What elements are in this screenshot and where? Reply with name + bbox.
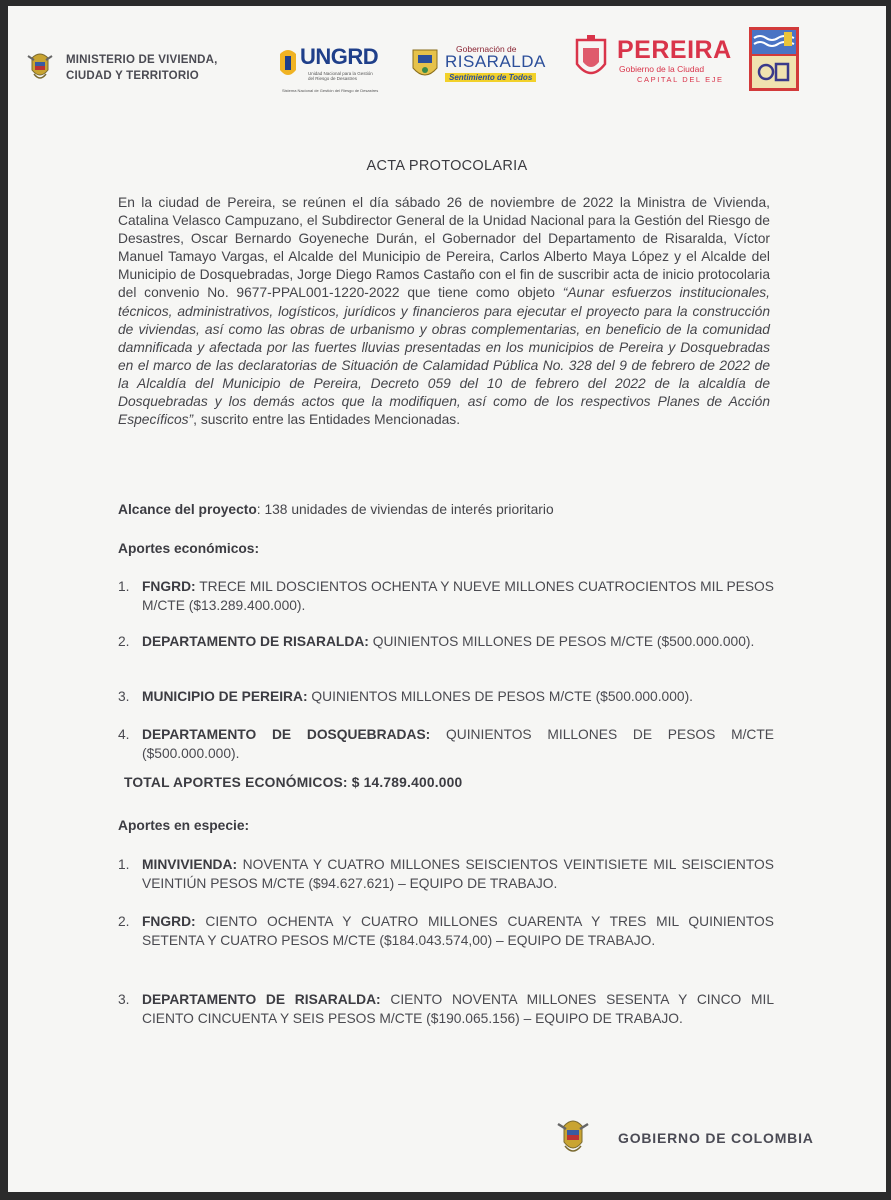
item-entity: MINVIVIENDA: bbox=[142, 857, 238, 872]
risaralda-seal-icon bbox=[410, 46, 440, 82]
document-page bbox=[8, 6, 886, 1192]
ministerio-line-1: MINISTERIO DE VIVIENDA, bbox=[66, 54, 218, 66]
pereira-line-2: Gobierno de la Ciudad bbox=[619, 64, 705, 74]
ungrd-name: UNGRD bbox=[300, 44, 379, 69]
item-number: 2. bbox=[118, 634, 130, 649]
item-number: 1. bbox=[118, 579, 130, 594]
gobernacion-risaralda-logo bbox=[408, 40, 548, 90]
intro-end-text: , suscrito entre las Entidades Mencionadas. bbox=[193, 412, 461, 428]
risaralda-slogan: Sentimiento de Todos bbox=[445, 73, 536, 82]
alcaldia-pereira-logo bbox=[573, 34, 743, 94]
item-text: QUINIENTOS MILLONES DE PESOS M/CTE ($500.000.000). bbox=[307, 689, 694, 704]
ungrd-subtitle: Unidad Nacional para la Gestión del Riesgo de Desastres bbox=[308, 71, 373, 81]
item-text: QUINIENTOS MILLONES DE PESOS M/CTE ($500.000.000). bbox=[368, 634, 755, 649]
aporte-economico-item bbox=[118, 688, 774, 707]
item-entity: DEPARTAMENTO DE DOSQUEBRADAS: bbox=[142, 727, 431, 742]
colombia-coat-of-arms-icon bbox=[556, 1116, 590, 1160]
item-number: 3. bbox=[118, 992, 130, 1007]
logo-header bbox=[8, 6, 886, 116]
pereira-emblem-icon bbox=[573, 34, 609, 84]
intro-plain-text: En la ciudad de Pereira, se reúnen el día sábado 26 de noviembre de 2022 la Ministra de Vivienda, Catalina Velasco Campuzano, el Subdirector General de la Unidad Nacional para la Gestión del Riesgo de Desastres, Oscar Bernardo Goyeneche Durán, el Gobernador del Departamento de Risaralda, Víctor Manuel Tamayo Vargas, el Alcalde del Municipio de Pereira, Carlos Alberto Maya López y el Alcalde del Municipio de Dosquebradas, Jorge Diego Ramos Castaño con el fin de suscribir acta de inicio protocolaria del convenio No. 9677-PPAL001-1220-2022 que tiene como objeto bbox=[118, 195, 770, 301]
document-title: ACTA PROTOCOLARIA bbox=[366, 158, 528, 174]
item-entity: MUNICIPIO DE PEREIRA: bbox=[142, 689, 308, 704]
ministerio-line-2: CIUDAD Y TERRITORIO bbox=[66, 70, 199, 82]
aporte-especie-item bbox=[118, 856, 774, 893]
dosquebradas-shield-icon bbox=[748, 26, 800, 92]
item-text: TRECE MIL DOSCIENTOS OCHENTA Y NUEVE MILLONES CUATROCIENTOS MIL PESOS M/CTE ($13.289.400.000). bbox=[142, 579, 774, 613]
item-text: CIENTO OCHENTA Y CUATRO MILLONES CUARENTA Y TRES MIL QUINIENTOS SETENTA Y CUATRO PESOS M/CTE ($184.043.574,00) – EQUIPO DE TRABAJO. bbox=[142, 914, 774, 948]
pereira-line-3: CAPITAL DEL EJE bbox=[637, 75, 724, 84]
item-entity: FNGRD: bbox=[142, 579, 196, 594]
gobierno-colombia-text: GOBIERNO DE COLOMBIA bbox=[618, 1130, 814, 1146]
item-number: 4. bbox=[118, 727, 130, 742]
item-number: 3. bbox=[118, 689, 130, 704]
ungrd-small-text: Sistema Nacional de Gestión del Riesgo de Desastres bbox=[282, 88, 379, 93]
total-aportes-economicos: TOTAL APORTES ECONÓMICOS: $ 14.789.400.000 bbox=[124, 775, 463, 790]
intro-paragraph bbox=[118, 194, 770, 429]
alcance-label: Alcance del proyecto bbox=[118, 502, 257, 517]
item-text: QUINIENTOS MILLONES DE PESOS M/CTE ($500.000.000). bbox=[142, 727, 775, 761]
aporte-especie-item bbox=[118, 991, 774, 1028]
item-number: 2. bbox=[118, 914, 130, 929]
ungrd-mark-icon bbox=[278, 46, 298, 80]
risaralda-line-1: Gobernación de bbox=[456, 44, 517, 54]
aportes-especie-heading: Aportes en especie: bbox=[118, 818, 250, 833]
gobierno-colombia-footer bbox=[556, 1116, 856, 1166]
risaralda-line-2: RISARALDA bbox=[445, 52, 546, 71]
intro-italic-text: “Aunar esfuerzos institucionales, técnicos, administrativos, logísticos, jurídicos y financieros para ejecutar el proyecto para la construcción de viviendas, así como las obras de urbanismo y obras complementarias, en beneficio de la comunidad damnificada y afectada por las fuertes lluvias presentadas en los municipios de Pereira y Dosquebradas en el marco de las declaratorias de Situación de Calamidad Pública No. 328 del 9 de febrero de 2022 de la Alcaldía del Municipio de Pereira, Decreto 059 del 10 de febrero del 2022 de la alcaldía de Dosquebradas y los demás actos que la modifiquen, así como de los respectivos Planes de Acción Específicos” bbox=[118, 285, 770, 428]
aporte-economico-item bbox=[118, 578, 774, 615]
item-text: NOVENTA Y CUATRO MILLONES SEISCIENTOS VEINTISIETE MIL SEISCIENTOS VEINTIÚN PESOS M/CTE ($94.627.621) – EQUIPO DE TRABAJO. bbox=[142, 857, 774, 891]
colombia-coat-of-arms-icon bbox=[26, 50, 54, 86]
alcance-line bbox=[118, 502, 554, 517]
item-text: CIENTO NOVENTA MILLONES SESENTA Y CINCO MIL CIENTO CINCUENTA Y SEIS PESOS M/CTE ($190.065.156) – EQUIPO DE TRABAJO. bbox=[142, 992, 774, 1026]
aporte-economico-item bbox=[118, 633, 774, 652]
item-entity: DEPARTAMENTO DE RISARALDA: bbox=[142, 634, 369, 649]
item-number: 1. bbox=[118, 857, 130, 872]
item-entity: DEPARTAMENTO DE RISARALDA: bbox=[142, 992, 381, 1007]
alcance-value: : 138 unidades de viviendas de interés prioritario bbox=[256, 502, 554, 517]
aporte-economico-item bbox=[118, 726, 774, 763]
ministerio-vivienda-logo bbox=[26, 50, 266, 90]
aporte-especie-item bbox=[118, 913, 774, 950]
item-entity: FNGRD: bbox=[142, 914, 196, 929]
ungrd-logo bbox=[278, 46, 388, 96]
pereira-name: PEREIRA bbox=[617, 36, 732, 64]
aportes-economicos-heading: Aportes económicos: bbox=[118, 541, 260, 556]
